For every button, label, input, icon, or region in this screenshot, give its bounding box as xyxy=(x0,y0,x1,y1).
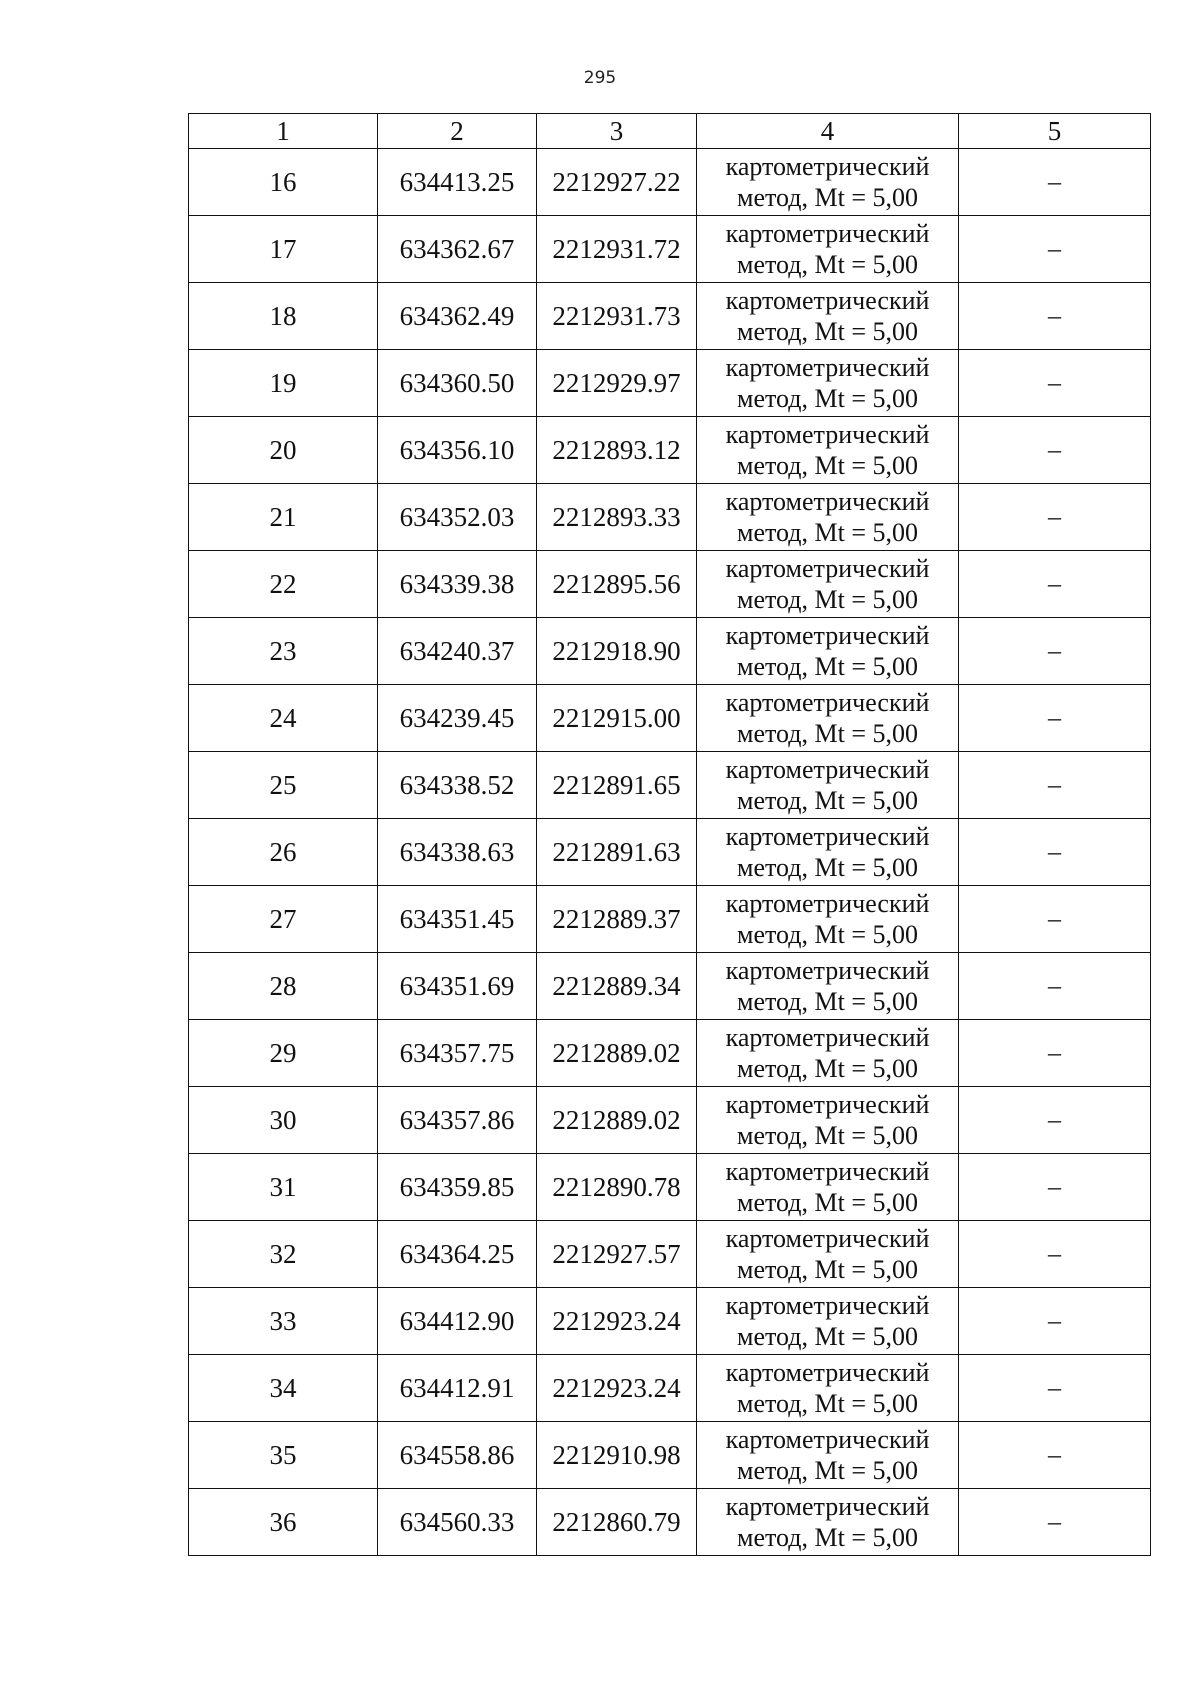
method-cell xyxy=(697,417,959,484)
point-number-cell: 26 xyxy=(189,819,378,886)
point-number-cell: 31 xyxy=(189,1154,378,1221)
table-row xyxy=(189,1221,1151,1288)
table-row xyxy=(189,1154,1151,1221)
note-cell: – xyxy=(959,1154,1151,1221)
method-name: картометрический xyxy=(725,420,930,449)
note-cell: – xyxy=(959,819,1151,886)
table-row xyxy=(189,819,1151,886)
y-coordinate-cell: 2212923.24 xyxy=(537,1288,697,1355)
method-accuracy: метод, Mt = 5,00 xyxy=(737,1389,918,1418)
point-number-cell: 34 xyxy=(189,1355,378,1422)
method-accuracy: метод, Mt = 5,00 xyxy=(737,384,918,413)
point-number-cell: 25 xyxy=(189,752,378,819)
y-coordinate-cell: 2212889.34 xyxy=(537,953,697,1020)
note-cell: – xyxy=(959,1020,1151,1087)
table-row xyxy=(189,1087,1151,1154)
column-header: 4 xyxy=(697,114,959,149)
point-number-cell: 20 xyxy=(189,417,378,484)
method-cell xyxy=(697,1154,959,1221)
x-coordinate-cell: 634364.25 xyxy=(378,1221,537,1288)
column-header: 5 xyxy=(959,114,1151,149)
table-row xyxy=(189,149,1151,216)
method-name: картометрический xyxy=(725,621,930,650)
point-number-cell: 33 xyxy=(189,1288,378,1355)
method-name: картометрический xyxy=(725,286,930,315)
y-coordinate-cell: 2212860.79 xyxy=(537,1489,697,1556)
method-name: картометрический xyxy=(725,487,930,516)
table-row xyxy=(189,216,1151,283)
point-number-cell: 28 xyxy=(189,953,378,1020)
method-accuracy: метод, Mt = 5,00 xyxy=(737,250,918,279)
table-row xyxy=(189,1355,1151,1422)
method-cell xyxy=(697,819,959,886)
note-cell: – xyxy=(959,484,1151,551)
header-row xyxy=(189,114,1151,149)
column-header: 2 xyxy=(378,114,537,149)
x-coordinate-cell: 634362.67 xyxy=(378,216,537,283)
y-coordinate-cell: 2212915.00 xyxy=(537,685,697,752)
note-cell: – xyxy=(959,1087,1151,1154)
method-cell xyxy=(697,618,959,685)
x-coordinate-cell: 634351.45 xyxy=(378,886,537,953)
table-row xyxy=(189,685,1151,752)
method-name: картометрический xyxy=(725,1425,930,1454)
method-name: картометрический xyxy=(725,152,930,181)
x-coordinate-cell: 634356.10 xyxy=(378,417,537,484)
method-cell xyxy=(697,1221,959,1288)
point-number-cell: 24 xyxy=(189,685,378,752)
x-coordinate-cell: 634339.38 xyxy=(378,551,537,618)
y-coordinate-cell: 2212893.33 xyxy=(537,484,697,551)
method-accuracy: метод, Mt = 5,00 xyxy=(737,1188,918,1217)
x-coordinate-cell: 634352.03 xyxy=(378,484,537,551)
x-coordinate-cell: 634357.75 xyxy=(378,1020,537,1087)
column-header: 3 xyxy=(537,114,697,149)
table-row xyxy=(189,551,1151,618)
table-row xyxy=(189,283,1151,350)
note-cell: – xyxy=(959,1288,1151,1355)
y-coordinate-cell: 2212890.78 xyxy=(537,1154,697,1221)
table-body xyxy=(189,149,1151,1556)
x-coordinate-cell: 634360.50 xyxy=(378,350,537,417)
point-number-cell: 19 xyxy=(189,350,378,417)
method-accuracy: метод, Mt = 5,00 xyxy=(737,1322,918,1351)
note-cell: – xyxy=(959,551,1151,618)
method-name: картометрический xyxy=(725,353,930,382)
method-cell xyxy=(697,551,959,618)
method-cell xyxy=(697,953,959,1020)
note-cell: – xyxy=(959,216,1151,283)
y-coordinate-cell: 2212910.98 xyxy=(537,1422,697,1489)
point-number-cell: 23 xyxy=(189,618,378,685)
note-cell: – xyxy=(959,1489,1151,1556)
method-name: картометрический xyxy=(725,1224,930,1253)
table-row xyxy=(189,1288,1151,1355)
note-cell: – xyxy=(959,752,1151,819)
method-accuracy: метод, Mt = 5,00 xyxy=(737,652,918,681)
method-cell xyxy=(697,1020,959,1087)
method-cell xyxy=(697,752,959,819)
y-coordinate-cell: 2212927.57 xyxy=(537,1221,697,1288)
method-cell xyxy=(697,216,959,283)
note-cell: – xyxy=(959,1221,1151,1288)
x-coordinate-cell: 634240.37 xyxy=(378,618,537,685)
method-name: картометрический xyxy=(725,1492,930,1521)
x-coordinate-cell: 634239.45 xyxy=(378,685,537,752)
method-cell xyxy=(697,1288,959,1355)
point-number-cell: 35 xyxy=(189,1422,378,1489)
method-name: картометрический xyxy=(725,1023,930,1052)
method-name: картометрический xyxy=(725,755,930,784)
y-coordinate-cell: 2212891.63 xyxy=(537,819,697,886)
y-coordinate-cell: 2212889.37 xyxy=(537,886,697,953)
method-accuracy: метод, Mt = 5,00 xyxy=(737,853,918,882)
y-coordinate-cell: 2212931.73 xyxy=(537,283,697,350)
point-number-cell: 29 xyxy=(189,1020,378,1087)
method-name: картометрический xyxy=(725,1291,930,1320)
x-coordinate-cell: 634413.25 xyxy=(378,149,537,216)
method-cell xyxy=(697,350,959,417)
method-cell xyxy=(697,685,959,752)
note-cell: – xyxy=(959,1422,1151,1489)
x-coordinate-cell: 634560.33 xyxy=(378,1489,537,1556)
table-row xyxy=(189,1489,1151,1556)
note-cell: – xyxy=(959,685,1151,752)
table-row xyxy=(189,886,1151,953)
method-accuracy: метод, Mt = 5,00 xyxy=(737,987,918,1016)
method-accuracy: метод, Mt = 5,00 xyxy=(737,719,918,748)
table-row xyxy=(189,752,1151,819)
method-accuracy: метод, Mt = 5,00 xyxy=(737,1054,918,1083)
point-number-cell: 30 xyxy=(189,1087,378,1154)
coordinates-table xyxy=(188,113,1151,1556)
y-coordinate-cell: 2212923.24 xyxy=(537,1355,697,1422)
method-cell xyxy=(697,886,959,953)
x-coordinate-cell: 634412.91 xyxy=(378,1355,537,1422)
note-cell: – xyxy=(959,283,1151,350)
x-coordinate-cell: 634362.49 xyxy=(378,283,537,350)
x-coordinate-cell: 634412.90 xyxy=(378,1288,537,1355)
method-accuracy: метод, Mt = 5,00 xyxy=(737,317,918,346)
method-name: картометрический xyxy=(725,688,930,717)
y-coordinate-cell: 2212889.02 xyxy=(537,1020,697,1087)
note-cell: – xyxy=(959,953,1151,1020)
note-cell: – xyxy=(959,886,1151,953)
method-name: картометрический xyxy=(725,1157,930,1186)
x-coordinate-cell: 634359.85 xyxy=(378,1154,537,1221)
method-cell xyxy=(697,1489,959,1556)
note-cell: – xyxy=(959,1355,1151,1422)
point-number-cell: 36 xyxy=(189,1489,378,1556)
y-coordinate-cell: 2212931.72 xyxy=(537,216,697,283)
method-accuracy: метод, Mt = 5,00 xyxy=(737,518,918,547)
x-coordinate-cell: 634357.86 xyxy=(378,1087,537,1154)
method-name: картометрический xyxy=(725,822,930,851)
method-cell xyxy=(697,1422,959,1489)
method-cell xyxy=(697,149,959,216)
y-coordinate-cell: 2212927.22 xyxy=(537,149,697,216)
method-accuracy: метод, Mt = 5,00 xyxy=(737,786,918,815)
y-coordinate-cell: 2212918.90 xyxy=(537,618,697,685)
method-name: картометрический xyxy=(725,956,930,985)
point-number-cell: 21 xyxy=(189,484,378,551)
method-name: картометрический xyxy=(725,889,930,918)
y-coordinate-cell: 2212891.65 xyxy=(537,752,697,819)
method-name: картометрический xyxy=(725,554,930,583)
method-accuracy: метод, Mt = 5,00 xyxy=(737,1121,918,1150)
table-row xyxy=(189,1422,1151,1489)
point-number-cell: 32 xyxy=(189,1221,378,1288)
method-name: картометрический xyxy=(725,1358,930,1387)
x-coordinate-cell: 634338.63 xyxy=(378,819,537,886)
table-row xyxy=(189,953,1151,1020)
method-accuracy: метод, Mt = 5,00 xyxy=(737,183,918,212)
note-cell: – xyxy=(959,618,1151,685)
column-header: 1 xyxy=(189,114,378,149)
method-accuracy: метод, Mt = 5,00 xyxy=(737,1255,918,1284)
note-cell: – xyxy=(959,350,1151,417)
table-row xyxy=(189,417,1151,484)
point-number-cell: 27 xyxy=(189,886,378,953)
point-number-cell: 22 xyxy=(189,551,378,618)
point-number-cell: 18 xyxy=(189,283,378,350)
method-cell xyxy=(697,1355,959,1422)
x-coordinate-cell: 634558.86 xyxy=(378,1422,537,1489)
method-name: картометрический xyxy=(725,219,930,248)
method-cell xyxy=(697,484,959,551)
y-coordinate-cell: 2212889.02 xyxy=(537,1087,697,1154)
table-header xyxy=(189,114,1151,149)
y-coordinate-cell: 2212895.56 xyxy=(537,551,697,618)
table-row xyxy=(189,1020,1151,1087)
table-row xyxy=(189,618,1151,685)
method-accuracy: метод, Mt = 5,00 xyxy=(737,451,918,480)
method-accuracy: метод, Mt = 5,00 xyxy=(737,920,918,949)
method-cell xyxy=(697,1087,959,1154)
method-name: картометрический xyxy=(725,1090,930,1119)
note-cell: – xyxy=(959,417,1151,484)
point-number-cell: 17 xyxy=(189,216,378,283)
y-coordinate-cell: 2212929.97 xyxy=(537,350,697,417)
method-accuracy: метод, Mt = 5,00 xyxy=(737,1523,918,1552)
point-number-cell: 16 xyxy=(189,149,378,216)
x-coordinate-cell: 634338.52 xyxy=(378,752,537,819)
method-accuracy: метод, Mt = 5,00 xyxy=(737,585,918,614)
page-number: 295 xyxy=(583,68,617,88)
x-coordinate-cell: 634351.69 xyxy=(378,953,537,1020)
table-row xyxy=(189,484,1151,551)
method-accuracy: метод, Mt = 5,00 xyxy=(737,1456,918,1485)
table-row xyxy=(189,350,1151,417)
method-cell xyxy=(697,283,959,350)
note-cell: – xyxy=(959,149,1151,216)
y-coordinate-cell: 2212893.12 xyxy=(537,417,697,484)
